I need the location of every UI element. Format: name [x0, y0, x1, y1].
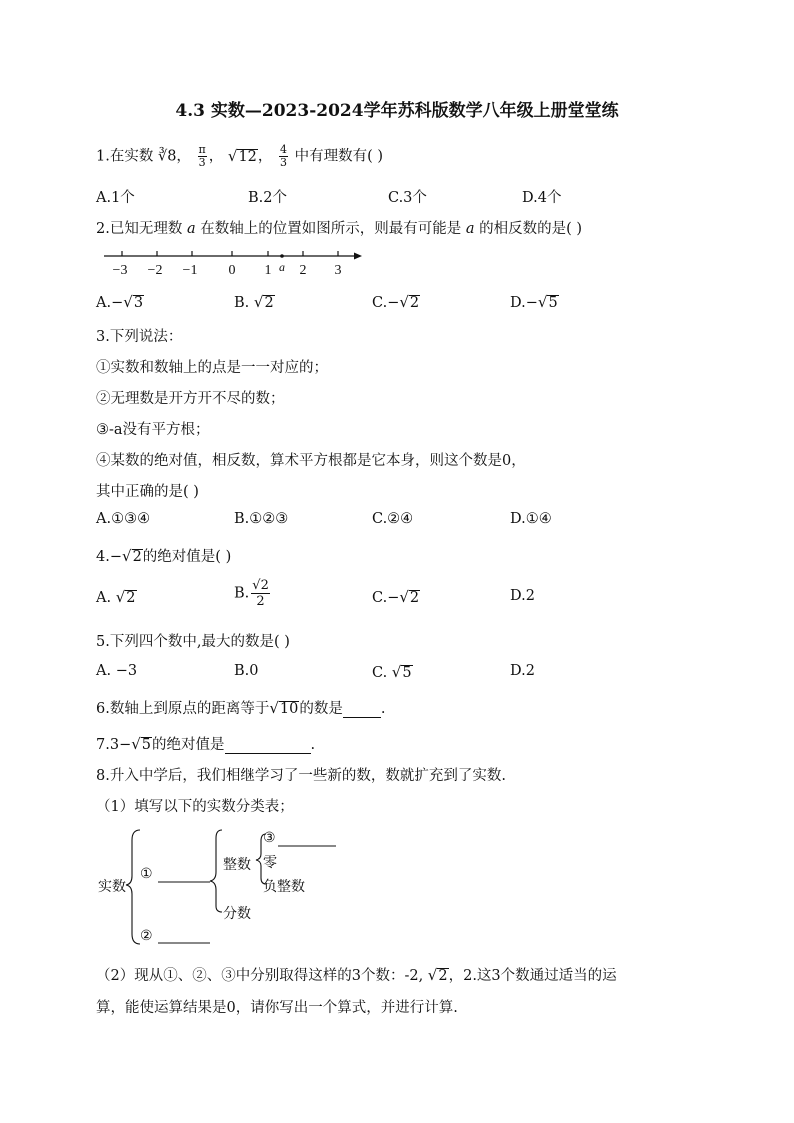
- q7-answer-blank[interactable]: [225, 739, 311, 754]
- q5-option-b: B.0: [234, 663, 259, 679]
- tree-blank-2[interactable]: ②: [140, 928, 153, 944]
- axis-label-neg2: −2: [147, 263, 163, 278]
- q3-option-c: C.②④: [372, 511, 414, 527]
- tree-integer: 整数: [223, 857, 251, 873]
- fraction-4-3: $\frac{4}{3}$: [280, 143, 287, 169]
- q2-option-a: A.−√3: [96, 293, 144, 311]
- tree-blank-3[interactable]: ③: [263, 830, 276, 846]
- tree-zero: 零: [263, 855, 277, 871]
- number-line-ticks: [122, 251, 338, 256]
- tree-blank-1[interactable]: ①: [140, 866, 153, 882]
- question-4-stem: 4.−√2的绝对值是( ): [96, 547, 232, 565]
- q5-option-d: D.2: [510, 663, 535, 679]
- axis-label-a: a: [279, 260, 285, 274]
- q2-option-c: C.−√2: [372, 293, 420, 311]
- q4-option-d: D.2: [510, 588, 535, 604]
- q4-option-c: C.−√2: [372, 588, 420, 606]
- axis-label-2: 2: [299, 263, 307, 278]
- number-line-figure: [100, 246, 370, 280]
- question-7-stem: 7.3−√5的绝对值是 .: [96, 735, 316, 753]
- q6-answer-blank[interactable]: [343, 703, 381, 718]
- q2-option-d: D.−√5: [510, 293, 558, 311]
- q5-option-c: C. √5: [372, 663, 412, 681]
- q4-option-a: A. √2: [96, 588, 136, 606]
- tree-root-real: 实数: [98, 879, 126, 895]
- q3-option-d: D.①④: [510, 511, 552, 527]
- axis-label-3: 3: [334, 263, 342, 278]
- axis-label-0: 0: [228, 263, 236, 278]
- q3-option-a: A.①③④: [96, 511, 151, 527]
- sqrt-12: √12: [227, 146, 257, 165]
- cube-root-8: ∛8: [157, 148, 177, 165]
- q8-part-1: （1）填写以下的实数分类表；: [96, 799, 294, 815]
- q8-part-2-line-1: （2）现从①、②、③中分别取得这样的3个数：-2, √2，2.这3个数通过适当的运: [96, 966, 617, 984]
- q5-option-a: A. −3: [96, 663, 138, 679]
- question-6-stem: 6.数轴上到原点的距离等于√10的数是 .: [96, 699, 386, 717]
- q3-statement-2: ②无理数是开方开不尽的数；: [96, 391, 285, 407]
- tree-fraction: 分数: [223, 906, 251, 922]
- question-8-stem: 8.升入中学后，我们相继学习了一些新的数，数就扩充到了实数.: [96, 768, 506, 784]
- q1-option-a: A.1个: [96, 190, 135, 206]
- q1-option-d: D.4个: [522, 190, 562, 206]
- number-line-arrow: [354, 253, 362, 260]
- q4-option-b: B. $\frac{√2}{2}$: [234, 578, 269, 609]
- question-3-stem: 3.下列说法：: [96, 329, 183, 345]
- classification-braces: [96, 824, 356, 954]
- q2-option-b: B. √2: [234, 293, 274, 311]
- q1-option-b: B.2个: [248, 190, 287, 206]
- q1-option-c: C.3个: [388, 190, 427, 206]
- page-title: 4.3 实数—2023-2024学年苏科版数学八年级上册堂堂练: [175, 101, 619, 121]
- axis-label-neg1: −1: [182, 263, 198, 278]
- question-2-stem: 2.已知无理数 a 在数轴上的位置如图所示，则最有可能是 a 的相反数的是( ): [96, 221, 583, 237]
- q3-option-b: B.①②③: [234, 511, 289, 527]
- axis-label-1: 1: [264, 263, 272, 278]
- axis-label-neg3: −3: [112, 263, 128, 278]
- q3-statement-1: ①实数和数轴上的点是一一对应的；: [96, 360, 328, 376]
- point-a-marker: [280, 254, 284, 258]
- fraction-pi-3: $\frac{\pi}{3}$: [198, 143, 206, 169]
- tree-negative-integer: 负整数: [263, 879, 305, 895]
- question-1-stem: 1.在实数 ∛8， $\frac{\pi}{3}$ ， √12， $\frac{4}{3}$ 中有理数有( ): [96, 143, 384, 169]
- q3-statement-4: ④某数的绝对值，相反数，算术平方根都是它本身，则这个数是0，: [96, 453, 526, 469]
- q8-part-2-line-2: 算，能使运算结果是0，请你写出一个算式，并进行计算.: [96, 1000, 458, 1016]
- q3-statement-3: ③-a没有平方根；: [96, 422, 210, 438]
- q3-question: 其中正确的是( ): [96, 484, 199, 500]
- question-5-stem: 5.下列四个数中,最大的数是( ): [96, 634, 290, 650]
